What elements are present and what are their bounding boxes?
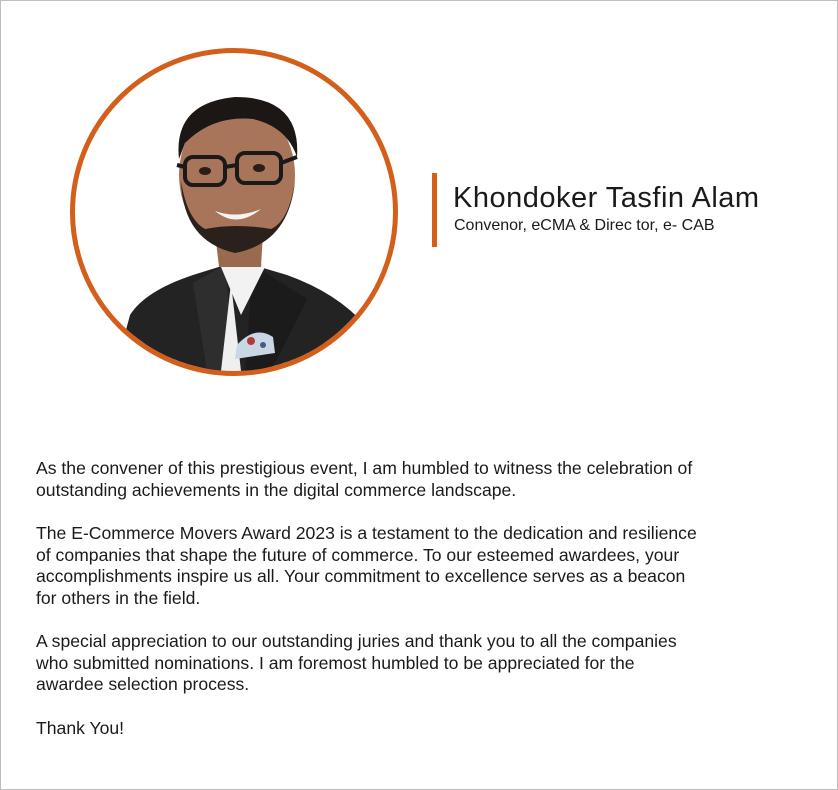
message-line: for others in the field. xyxy=(36,587,201,608)
profile-photo xyxy=(70,48,398,376)
name-accent-bar xyxy=(432,173,437,247)
message-line: of companies that shape the future of commerce. To our esteemed awardees, your xyxy=(36,544,680,565)
message-line: As the convener of this prestigious event, I am humbled to witness the celebration of xyxy=(36,458,693,478)
message-line: The E-Commerce Movers Award 2023 is a testament to the dedication and resilience xyxy=(36,523,697,543)
message-closing: Thank You! xyxy=(36,717,125,738)
message-line: A special appreciation to our outstanding juries and thank you to all the companies xyxy=(36,631,677,651)
message-line: accomplishments inspire us all. Your commitment to excellence serves as a beacon xyxy=(36,566,686,586)
message-line: awardee selection process. xyxy=(36,674,250,694)
message-line: who submitted nominations. I am foremost humbled to be appreciated for the xyxy=(36,652,635,673)
person-title: Convenor, eCMA & Direc tor, e- CAB xyxy=(454,217,715,234)
message-paragraph-3 xyxy=(36,631,816,696)
message-paragraph-1 xyxy=(36,458,816,501)
message-body xyxy=(36,458,816,761)
message-paragraph-2 xyxy=(36,523,816,609)
message-line: outstanding achievements in the digital commerce landscape. xyxy=(36,479,517,500)
person-name: Khondoker Tasfin Alam xyxy=(453,182,760,214)
